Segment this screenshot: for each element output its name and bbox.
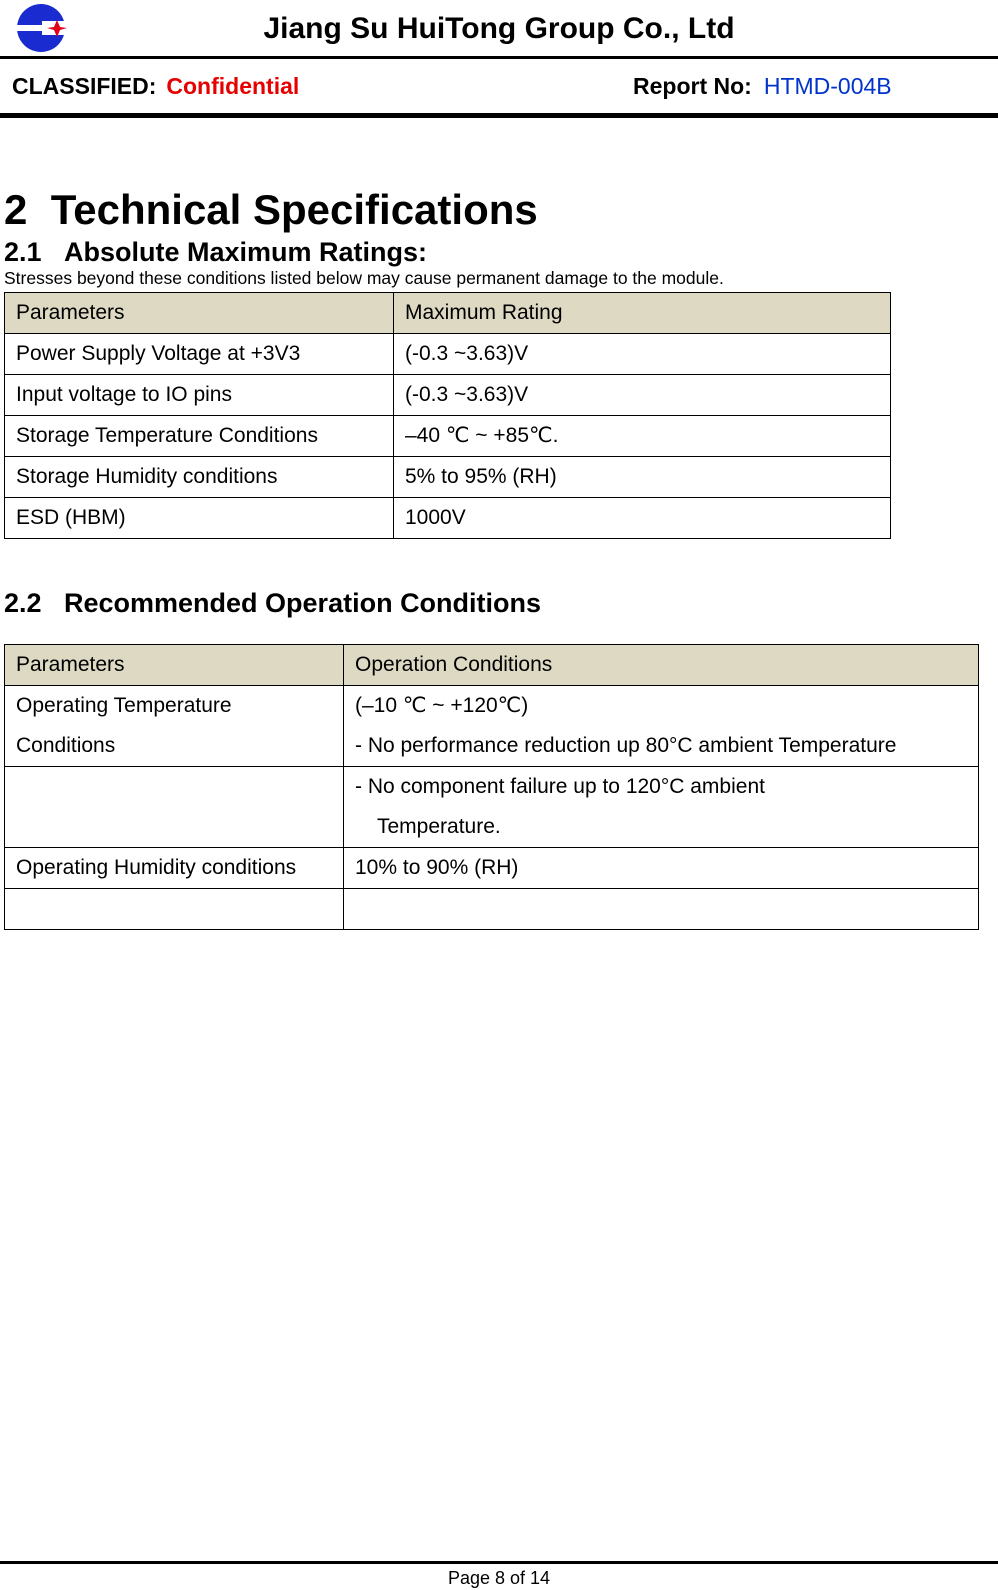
subsection-heading-2-1 <box>4 236 427 268</box>
report-value: HTMD-004B <box>763 73 892 99</box>
value-line: Temperature. <box>377 815 501 838</box>
param-cell: Power Supply Voltage at +3V3 <box>5 334 394 375</box>
footer-rule <box>0 1561 998 1564</box>
page-number: Page 8 of 14 <box>447 1568 551 1588</box>
subsection-title: Recommended Operation Conditions <box>64 588 542 618</box>
param-line: Operating Temperature <box>16 694 232 717</box>
table-row <box>5 686 979 767</box>
header-rule-thick <box>0 113 998 118</box>
value-cell: 5% to 95% (RH) <box>394 457 891 498</box>
table-row <box>5 416 891 457</box>
header-cell: Parameters <box>5 645 344 686</box>
company-title: Jiang Su HuiTong Group Co., Ltd <box>263 12 735 45</box>
value-cell: (-0.3 ~3.63)V <box>394 375 891 416</box>
section-number: 2 <box>4 186 28 233</box>
value-cell <box>344 767 979 848</box>
classified-value: Confidential <box>166 73 300 99</box>
stress-note: Stresses beyond these conditions listed below may cause permanent damage to the module. <box>4 268 724 288</box>
param-cell-empty <box>5 767 344 848</box>
table-row-empty <box>5 889 979 930</box>
report-label: Report No: <box>633 73 752 99</box>
table-row <box>5 334 891 375</box>
value-cell: 1000V <box>394 498 891 539</box>
table-header-row <box>5 293 891 334</box>
param-cell: Input voltage to IO pins <box>5 375 394 416</box>
classification <box>12 72 299 100</box>
table-row <box>5 498 891 539</box>
param-cell: Storage Temperature Conditions <box>5 416 394 457</box>
table-row <box>5 767 979 848</box>
value-cell-empty <box>344 889 979 930</box>
subsection-number: 2.1 <box>4 237 42 267</box>
subsection-number: 2.2 <box>4 588 42 618</box>
subsection-heading-2-2 <box>4 587 541 619</box>
value-line: (–10 ℃ ~ +120℃) <box>355 694 529 717</box>
subsection-title: Absolute Maximum Ratings: <box>64 237 428 267</box>
value-cell: (-0.3 ~3.63)V <box>394 334 891 375</box>
header-cell: Operation Conditions <box>344 645 979 686</box>
table-header-row <box>5 645 979 686</box>
table-row <box>5 457 891 498</box>
header-cell: Parameters <box>5 293 394 334</box>
param-cell-empty <box>5 889 344 930</box>
section-title: Technical Specifications <box>50 186 538 233</box>
param-cell <box>5 686 344 767</box>
param-cell: Storage Humidity conditions <box>5 457 394 498</box>
section-heading <box>4 186 538 234</box>
param-line: Conditions <box>16 734 116 757</box>
table-row <box>5 848 979 889</box>
value-cell <box>344 686 979 767</box>
value-line: - No component failure up to 120°C ambient <box>355 775 765 798</box>
recommended-conditions-table <box>4 644 979 930</box>
absolute-max-ratings-table <box>4 292 891 539</box>
table-row <box>5 375 891 416</box>
value-cell: 10% to 90% (RH) <box>344 848 979 889</box>
classified-label: CLASSIFIED: <box>12 73 157 99</box>
report-number <box>633 72 892 100</box>
param-cell: ESD (HBM) <box>5 498 394 539</box>
header-cell: Maximum Rating <box>394 293 891 334</box>
param-cell: Operating Humidity conditions <box>5 848 344 889</box>
value-line: - No performance reduction up 80°C ambient Temperature <box>355 734 897 757</box>
header-rule <box>0 56 998 59</box>
value-cell: –40 ℃ ~ +85℃. <box>394 416 891 457</box>
